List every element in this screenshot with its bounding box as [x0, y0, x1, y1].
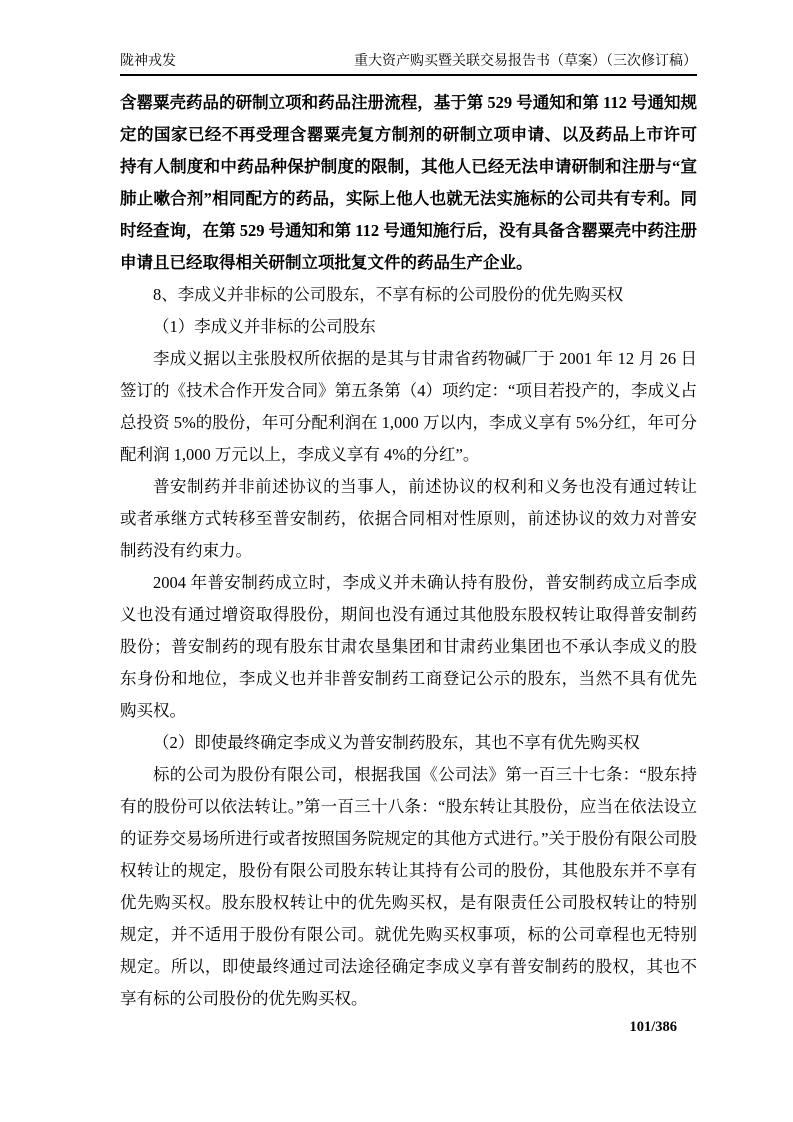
paragraph: 标的公司为股份有限公司，根据我国《公司法》第一百三十七条：“股东持有的股份可以依法转让。”第一百三十八条：“股东转让其股份，应当在依法设立的证券交易场所进行或者按照国务院规定的其他方式进行。”关于股份有限公司股权转让的规定，股份有限公司股东转让其持有公司的股份，其他股东并不享有优先购买权。股东股权转让中的优先购买权，是有限责任公司股权转让的特别规定，并不适用于股份有限公司。就优先购买权事项，标的公司章程也无特别规定。所以，即使最终通过司法途径确定李成义享有普安制药的股权，其也不享有标的公司股份的优先购买权。	[120, 765, 697, 1008]
header-divider	[120, 74, 697, 76]
paragraph: 2004 年普安制药成立时，李成义并未确认持有股份，普安制药成立后李成义也没有通过增资取得股份，期间也没有通过其他股东股权转让取得普安制药股份；普安制药的现有股东甘肃农垦集团和甘肃药业集团也不承认李成义的股东身份和地位，李成义也并非普安制药工商登记公示的股东，当然不具有优先购买权。	[120, 573, 697, 720]
page-number: 101/386	[629, 1019, 677, 1035]
subsection-heading-2: （2）即使最终确定李成义为普安制药股东，其也不享有优先购买权	[153, 733, 640, 752]
paragraph: 李成义据以主张股权所依据的是其与甘肃省药物碱厂于 2001 年 12 月 26 日签订的《技术合作开发合同》第五条第（4）项约定：“项目若投产的，李成义占总投资 5%的股份，年可分配利润在 1,000 万以内，李成义享有 5%分红，年可分配利润 1,000 万元以上，李成义享有 4%的分红”。	[120, 349, 697, 464]
paragraph: 普安制药并非前述协议的当事人，前述协议的权利和义务也没有通过转让或者承继方式转移至普安制药，依据合同相对性原则，前述协议的效力对普安制药没有约束力。	[120, 477, 697, 560]
header-company-name: 陇神戎发	[120, 54, 176, 69]
header-report-title: 重大资产购买暨关联交易报告书（草案）（三次修订稿）	[354, 54, 697, 69]
subsection-heading-1: （1）李成义并非标的公司股东	[153, 317, 376, 336]
document-body	[120, 87, 697, 1015]
continuation-paragraph-bold: 含罂粟壳药品的研制立项和药品注册流程，基于第 529 号通知和第 112 号通知规定的国家已经不再受理含罂粟壳复方制剂的研制立项申请、以及药品上市许可持有人制度和中药品种保护制度的限制，其他人已经无法申请研制和注册与“宣肺止嗽合剂”相同配方的药品，实际上他人也就无法实施标的公司共有专利。同时经查询，在第 529 号通知和第 112 号通知施行后，没有具备含罂粟壳中药注册申请且已经取得相关研制立项批复文件的药品生产企业。	[120, 93, 697, 272]
page-footer	[629, 1016, 677, 1038]
section-heading-8: 8、李成义并非标的公司股东，不享有标的公司股份的优先购买权	[153, 285, 624, 304]
page-header	[120, 52, 697, 72]
